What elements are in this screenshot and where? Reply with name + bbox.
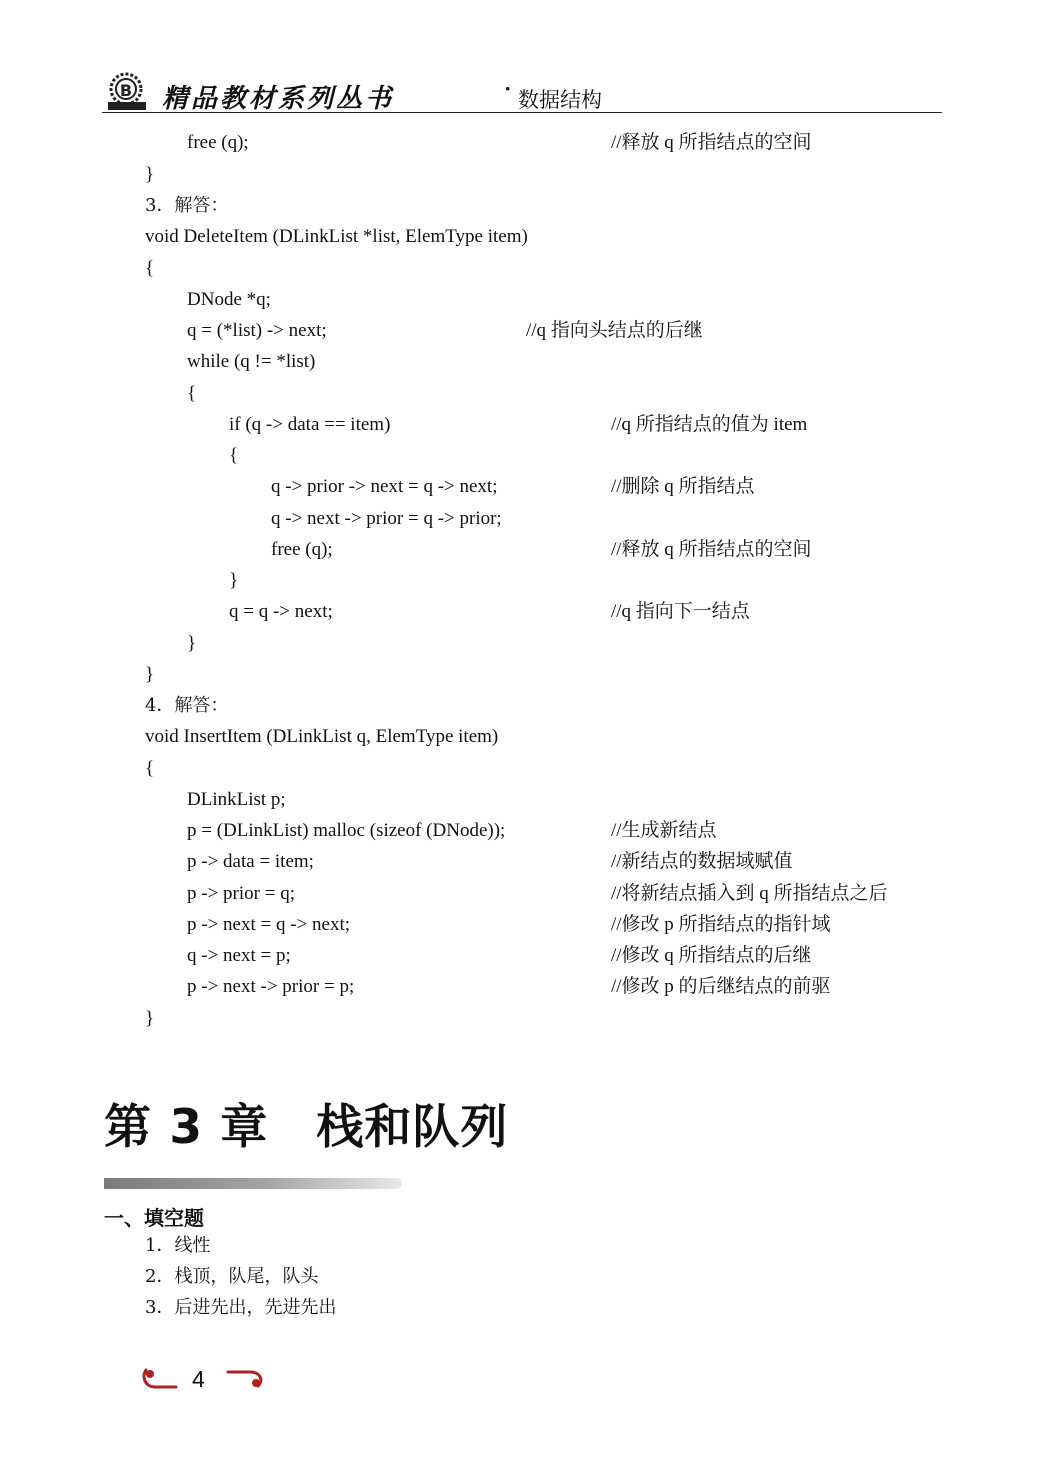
svg-text:B: B [119, 81, 133, 100]
code-line: p -> prior = q; [187, 883, 295, 904]
code-line: } [229, 570, 239, 591]
code-line: { [187, 383, 197, 404]
code-line: q -> next = p; [187, 945, 291, 966]
code-line: { [229, 445, 239, 466]
code-line: p -> next -> prior = p; [187, 976, 355, 997]
subject-title: 数据结构 [518, 88, 602, 112]
answer-label: 4．解答： [145, 695, 229, 716]
title-separator: · [504, 76, 512, 101]
code-line: { [145, 758, 155, 779]
code-line: p -> next = q -> next; [187, 914, 351, 935]
series-title: 精品教材系列丛书 [162, 84, 395, 114]
code-comment: //q 指向下一结点 [611, 601, 750, 622]
left-ornament-icon [140, 1366, 180, 1394]
page-header [104, 70, 942, 114]
answer-label: 3．解答： [145, 195, 229, 216]
code-comment: //生成新结点 [611, 820, 717, 841]
code-line: void DeleteItem (DLinkList *list, ElemType item) [145, 226, 528, 247]
code-comment: //新结点的数据域赋值 [611, 851, 793, 872]
code-line: } [145, 664, 155, 685]
code-line: } [187, 633, 197, 654]
code-line: } [145, 1008, 155, 1029]
code-line: free (q); [187, 132, 249, 153]
page-footer [140, 1362, 270, 1402]
code-comment: //q 所指结点的值为 item [611, 414, 808, 435]
code-comment: //释放 q 所指结点的空间 [611, 132, 812, 153]
code-line: } [145, 164, 155, 185]
code-line: void InsertItem (DLinkList q, ElemType item) [145, 726, 499, 747]
code-line: q = q -> next; [229, 601, 333, 622]
code-comment: //释放 q 所指结点的空间 [611, 539, 812, 560]
publisher-logo [104, 70, 150, 112]
code-comment: //修改 p 所指结点的指针域 [611, 914, 831, 935]
chapter-title: 第 3 章 栈和队列 [104, 1100, 509, 1155]
code-line: DLinkList p; [187, 789, 286, 810]
right-ornament-icon [226, 1366, 266, 1394]
code-line: DNode *q; [187, 289, 271, 310]
code-line: p -> data = item; [187, 851, 314, 872]
chapter-underline-bar [104, 1178, 402, 1189]
answer-item: 1．线性 [145, 1235, 211, 1256]
code-comment: //删除 q 所指结点 [611, 476, 755, 497]
code-comment: //将新结点插入到 q 所指结点之后 [611, 883, 888, 904]
page-number: 4 [192, 1366, 205, 1392]
header-rule [102, 112, 942, 113]
section-title: 一、填空题 [104, 1206, 204, 1230]
code-line: while (q != *list) [187, 351, 316, 372]
code-line: free (q); [271, 539, 333, 560]
code-line: q = (*list) -> next; [187, 320, 327, 341]
answer-item: 3．后进先出，先进先出 [145, 1297, 337, 1318]
code-line: { [145, 258, 155, 279]
code-line: p = (DLinkList) malloc (sizeof (DNode)); [187, 820, 506, 841]
code-comment: //q 指向头结点的后继 [526, 320, 703, 341]
code-comment: //修改 p 的后继结点的前驱 [611, 976, 831, 997]
answer-item: 2．栈顶，队尾，队头 [145, 1266, 319, 1287]
code-line: q -> next -> prior = q -> prior; [271, 508, 502, 529]
code-line: if (q -> data == item) [229, 414, 391, 435]
code-line: q -> prior -> next = q -> next; [271, 476, 498, 497]
code-comment: //修改 q 所指结点的后继 [611, 945, 812, 966]
